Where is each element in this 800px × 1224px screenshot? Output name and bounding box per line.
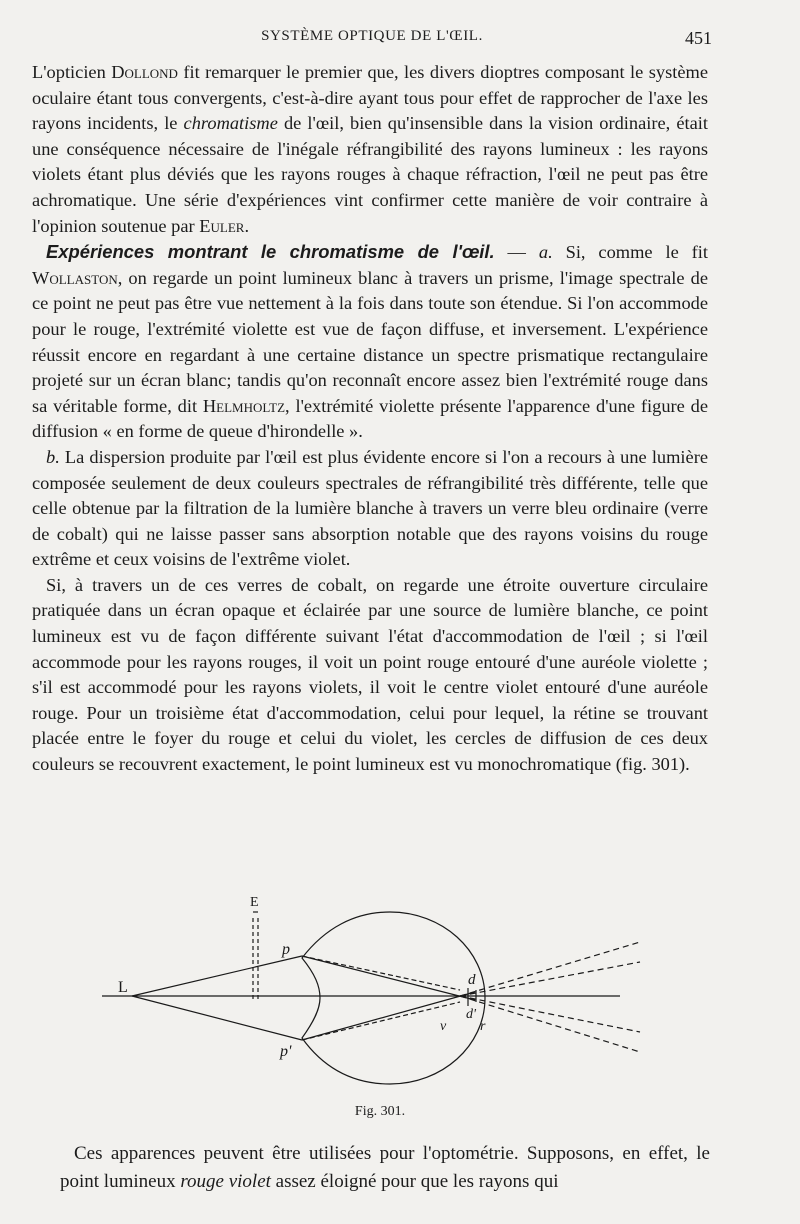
list-marker: a. — [538, 242, 553, 263]
page-header — [32, 28, 712, 52]
paragraph-dollond — [32, 60, 708, 239]
text-run: de l'œil, bien qu'insensible dans la vision ordinaire, était une conséquence nécessaire de l'inégale réfrangibilité des rayons lumineux : les rayons violets étant plus déviés que les rayons rouges à chaque réfraction, l'œil ne peut pas être achromatique. Une série d'expériences vint confirmer cette manière de voir contraire à l'opinion soutenue par — [32, 113, 708, 236]
text-run: , l'extrémité violette présente l'apparence d'une figure de diffusion « en forme de queue d'hirondelle ». — [32, 395, 708, 442]
emphasis-term: rouge violet — [180, 1171, 271, 1192]
eye-diagram — [90, 880, 710, 1105]
paragraph-experiences — [32, 239, 708, 445]
incident-ray — [132, 956, 302, 996]
body-text — [32, 60, 708, 778]
list-marker: b. — [46, 446, 60, 467]
label-p-prime: p' — [280, 1043, 292, 1060]
label-E: E — [250, 895, 259, 910]
label-r: r — [480, 1019, 486, 1034]
author-name: Wollaston — [32, 267, 118, 288]
emphasis-term: chromatisme — [183, 113, 278, 134]
text-run: La dispersion produite par l'œil est plus évidente encore si l'on a recours à une lumière composée seulement de deux couleurs spectrales de réfrangibilité très différente, telle que celle obtenue par la filtration de la lumière blanche à travers un verre bleu ordinaire (verre de cobalt) qui ne laisse passer sans absorption notable que des rayons voisins du rouge extrême et ceux voisins de l'extrême violet. — [32, 446, 708, 570]
paragraph-optometrie — [60, 1140, 710, 1196]
text-run: L'opticien — [32, 62, 112, 82]
refracted-ray — [302, 956, 475, 1000]
label-d-prime: d' — [466, 1007, 476, 1022]
text-run: , on regarde un point lumineux blanc à travers un prisme, l'image spectrale de ce point ne peut pas être vue nettement à la fois dans toute son étendue. Si l'on accommode pour le rouge, l'extrémité violette est vue de façon diffuse, et inversement. L'expérience réussit encore en regardant à une certaine distance un spectre prismatique rectangulaire projeté sur un écran blanc; tandis qu'on reconnaît encore assez bien l'extrémité rouge dans sa véritable forme, dit — [32, 267, 708, 416]
text-run: Si, à travers un de ces verres de cobalt, on regarde une étroite ouverture circulaire pratiquée dans un écran opaque et éclairée par une source de lumière blanche, ce point lumineux est vu de façon différente suivant l'état d'accommodation de l'œil ; si l'œil accommode pour les rayons rouges, il voit un point rouge entouré d'une auréole violette ; s'il est accommodé pour les rayons violets, il voit le centre violet entouré d'une auréole rouge. Pour un troisième état d'accommodation, celui pour lequel, la rétine se trouvant placée entre le foyer du rouge et celui du violet, les cercles de diffusion de ces deux couleurs se recouvrent exactement, le point lumineux est vu monochromatique (fig. 301). — [32, 574, 708, 775]
author-name: Euler — [199, 215, 245, 236]
text-run: . — [244, 215, 250, 236]
eye-globe-outline — [302, 912, 485, 1084]
paragraph-dispersion — [32, 445, 708, 573]
body-text-continued — [60, 1140, 710, 1196]
refracted-ray — [302, 992, 475, 1040]
figure-301 — [90, 880, 710, 1140]
text-run: — — [494, 242, 539, 263]
page-number: 451 — [685, 28, 712, 48]
running-title: SYSTÈME OPTIQUE DE L'ŒIL. — [261, 28, 483, 44]
diverging-ray — [460, 996, 640, 1052]
label-d: d — [468, 972, 476, 988]
label-p: p — [282, 941, 290, 958]
diverging-ray — [460, 996, 640, 1032]
section-heading: Expériences montrant le chromatisme de l'œil. — [46, 241, 495, 263]
figure-caption: Fig. 301. — [354, 1104, 406, 1119]
text-run: Si, comme le fit — [552, 242, 709, 263]
text-run: Ces apparences peuvent être utilisées pour l'optométrie. Supposons, en effet, le point lumineux — [60, 1143, 710, 1192]
author-name: Helmholtz — [202, 395, 286, 416]
label-v: v — [440, 1019, 447, 1034]
text-run: assez éloigné pour que les rayons qui — [270, 1171, 559, 1192]
paragraph-cobalt — [32, 573, 708, 778]
label-L: L — [118, 979, 128, 996]
text-run: fit remarquer le premier que, les divers dioptres composant le système oculaire étant tous convergents, c'est-à-dire ayant tous pour effet de rapprocher de l'axe les rayons incidents, le — [32, 62, 708, 134]
refracted-ray — [302, 1002, 460, 1040]
refracted-ray — [302, 956, 460, 990]
diverging-ray — [460, 962, 640, 996]
author-name: Dollond — [111, 62, 178, 82]
incident-ray — [132, 996, 302, 1040]
diverging-ray — [460, 942, 640, 996]
